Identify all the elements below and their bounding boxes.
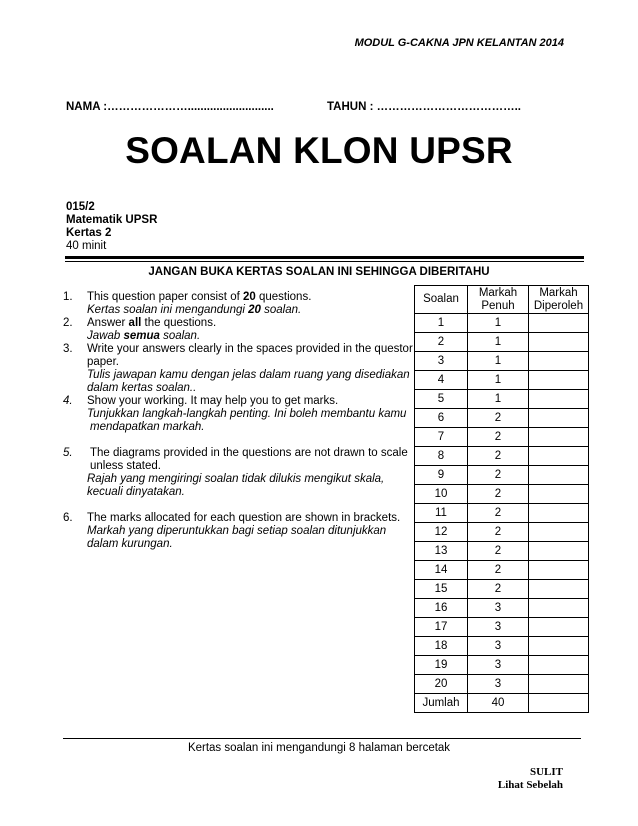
full-marks-cell: 2 <box>468 523 529 542</box>
marks-table-body <box>415 314 589 713</box>
total-row <box>415 694 589 713</box>
marks-obtained-cell[interactable] <box>529 504 589 523</box>
table-row <box>415 428 589 447</box>
total-label-cell: Jumlah <box>415 694 468 713</box>
page-count-note: Kertas soalan ini mengandungi 8 halaman bercetak <box>187 742 451 754</box>
table-row <box>415 390 589 409</box>
instruction-item <box>63 447 415 499</box>
column-header-question: Soalan <box>415 286 468 314</box>
marks-obtained-cell[interactable] <box>529 447 589 466</box>
marks-table <box>414 285 589 713</box>
full-marks-cell: 3 <box>468 618 529 637</box>
marks-obtained-cell[interactable] <box>529 599 589 618</box>
classification-label: SULIT <box>529 766 563 778</box>
table-row <box>415 580 589 599</box>
full-marks-cell: 3 <box>468 675 529 694</box>
question-number-cell: 17 <box>415 618 468 637</box>
instruction-malay-cont: kecuali dinyatakan. <box>87 486 185 498</box>
full-marks-cell: 1 <box>468 333 529 352</box>
table-row <box>415 675 589 694</box>
divider-thick <box>65 256 584 259</box>
marks-obtained-cell[interactable] <box>529 333 589 352</box>
marks-obtained-cell[interactable] <box>529 675 589 694</box>
full-marks-cell: 2 <box>468 561 529 580</box>
marks-obtained-cell[interactable] <box>529 542 589 561</box>
table-row <box>415 542 589 561</box>
marks-obtained-cell[interactable] <box>529 618 589 637</box>
marks-obtained-cell[interactable] <box>529 409 589 428</box>
table-row <box>415 523 589 542</box>
marks-obtained-cell[interactable] <box>529 390 589 409</box>
full-marks-cell: 3 <box>468 656 529 675</box>
paper-code: 015/2 <box>66 201 95 213</box>
table-row <box>415 314 589 333</box>
column-header-marks-obtained: Markah Diperoleh <box>529 286 589 314</box>
marks-obtained-cell[interactable] <box>529 637 589 656</box>
year-field: TAHUN : ……………………………….. <box>327 101 522 113</box>
instruction-english: Write your answers clearly in the spaces provided in the questor paper. <box>87 343 413 368</box>
full-marks-cell: 2 <box>468 428 529 447</box>
full-marks-cell: 1 <box>468 390 529 409</box>
marks-obtained-cell[interactable] <box>529 314 589 333</box>
divider-thin <box>65 261 584 262</box>
marks-obtained-cell[interactable] <box>529 466 589 485</box>
paper-duration: 40 minit <box>66 240 107 252</box>
full-marks-cell: 1 <box>468 371 529 390</box>
instruction-item <box>63 291 415 317</box>
question-number-cell: 20 <box>415 675 468 694</box>
marks-obtained-cell[interactable] <box>529 523 589 542</box>
table-row <box>415 599 589 618</box>
full-marks-cell: 2 <box>468 409 529 428</box>
table-row <box>415 466 589 485</box>
question-number-cell: 18 <box>415 637 468 656</box>
question-number-cell: 15 <box>415 580 468 599</box>
full-marks-cell: 2 <box>468 447 529 466</box>
question-number-cell: 11 <box>415 504 468 523</box>
table-row <box>415 352 589 371</box>
total-marks-cell: 40 <box>468 694 529 713</box>
full-marks-cell: 3 <box>468 637 529 656</box>
question-number-cell: 1 <box>415 314 468 333</box>
instruction-english: The marks allocated for each question are shown in brackets. <box>87 512 401 524</box>
question-number-cell: 8 <box>415 447 468 466</box>
question-number-cell: 19 <box>415 656 468 675</box>
instruction-english-cont: unless stated. <box>90 460 161 472</box>
instruction-number: 5. <box>63 447 73 459</box>
question-number-cell: 14 <box>415 561 468 580</box>
footer-divider <box>63 738 581 739</box>
table-row <box>415 504 589 523</box>
instruction-item <box>63 512 415 551</box>
question-number-cell: 12 <box>415 523 468 542</box>
question-number-cell: 3 <box>415 352 468 371</box>
question-number-cell: 16 <box>415 599 468 618</box>
table-row <box>415 561 589 580</box>
full-marks-cell: 2 <box>468 580 529 599</box>
table-row <box>415 409 589 428</box>
instruction-malay-cont: dalam kurungan. <box>87 538 173 550</box>
question-number-cell: 9 <box>415 466 468 485</box>
marks-obtained-cell[interactable] <box>529 485 589 504</box>
table-header-row <box>415 286 589 314</box>
question-number-cell: 2 <box>415 333 468 352</box>
question-number-cell: 4 <box>415 371 468 390</box>
paper-number: Kertas 2 <box>66 227 112 239</box>
instruction-number: 2. <box>63 317 73 329</box>
instruction-malay: Tulis jawapan kamu dengan jelas dalam ruang yang disediakan dalam kertas soalan.. <box>87 369 410 394</box>
instruction-number: 3. <box>63 343 73 355</box>
full-marks-cell: 2 <box>468 466 529 485</box>
table-row <box>415 656 589 675</box>
instruction-number: 1. <box>63 291 73 303</box>
instruction-malay: Markah yang diperuntukkan bagi setiap soalan ditunjukkan <box>87 525 387 537</box>
instruction-english: This question paper consist of 20 questions. <box>87 291 312 303</box>
instruction-item <box>63 395 415 434</box>
question-number-cell: 13 <box>415 542 468 561</box>
marks-obtained-cell[interactable] <box>529 428 589 447</box>
marks-obtained-cell[interactable] <box>529 656 589 675</box>
table-row <box>415 447 589 466</box>
instruction-english: Show your working. It may help you to get marks. <box>87 395 339 407</box>
marks-obtained-cell[interactable] <box>529 352 589 371</box>
full-marks-cell: 3 <box>468 599 529 618</box>
question-number-cell: 5 <box>415 390 468 409</box>
full-marks-cell: 2 <box>468 542 529 561</box>
instruction-english: The diagrams provided in the questions are not drawn to scale <box>90 447 408 459</box>
instructions-list <box>63 291 415 551</box>
instruction-english: Answer all the questions. <box>87 317 217 329</box>
module-header: MODUL G-CAKNA JPN KELANTAN 2014 <box>354 37 564 49</box>
full-marks-cell: 1 <box>468 352 529 371</box>
instruction-item <box>63 317 415 343</box>
instruction-number: 4. <box>63 395 73 407</box>
subject-name: Matematik UPSR <box>66 214 158 226</box>
total-obtained-cell[interactable] <box>529 694 589 713</box>
instruction-malay: Tunjukkan langkah-langkah penting. Ini boleh membantu kamu <box>87 408 407 420</box>
marks-obtained-cell[interactable] <box>529 580 589 599</box>
full-marks-cell: 2 <box>468 485 529 504</box>
full-marks-cell: 1 <box>468 314 529 333</box>
instruction-number: 6. <box>63 512 73 524</box>
full-marks-cell: 2 <box>468 504 529 523</box>
warning-banner: JANGAN BUKA KERTAS SOALAN INI SEHINGGA DIBERITAHU <box>148 266 490 278</box>
instruction-malay: Rajah yang mengiringi soalan tidak dilukis mengikut skala, <box>87 473 385 485</box>
question-number-cell: 6 <box>415 409 468 428</box>
instruction-malay: Jawab semua soalan. <box>87 330 201 342</box>
page-title: SOALAN KLON UPSR <box>125 130 513 171</box>
table-row <box>415 485 589 504</box>
table-row <box>415 333 589 352</box>
table-row <box>415 637 589 656</box>
instruction-malay: Kertas soalan ini mengandungi 20 soalan. <box>87 304 302 316</box>
question-number-cell: 7 <box>415 428 468 447</box>
table-row <box>415 618 589 637</box>
marks-obtained-cell[interactable] <box>529 561 589 580</box>
instruction-item <box>63 343 415 395</box>
question-number-cell: 10 <box>415 485 468 504</box>
name-field: NAMA :…………………........................... <box>66 101 274 113</box>
marks-obtained-cell[interactable] <box>529 371 589 390</box>
turn-over-label: Lihat Sebelah <box>497 779 563 791</box>
instruction-malay-cont: mendapatkan markah. <box>90 421 205 433</box>
table-row <box>415 371 589 390</box>
column-header-full-marks: Markah Penuh <box>468 286 529 314</box>
